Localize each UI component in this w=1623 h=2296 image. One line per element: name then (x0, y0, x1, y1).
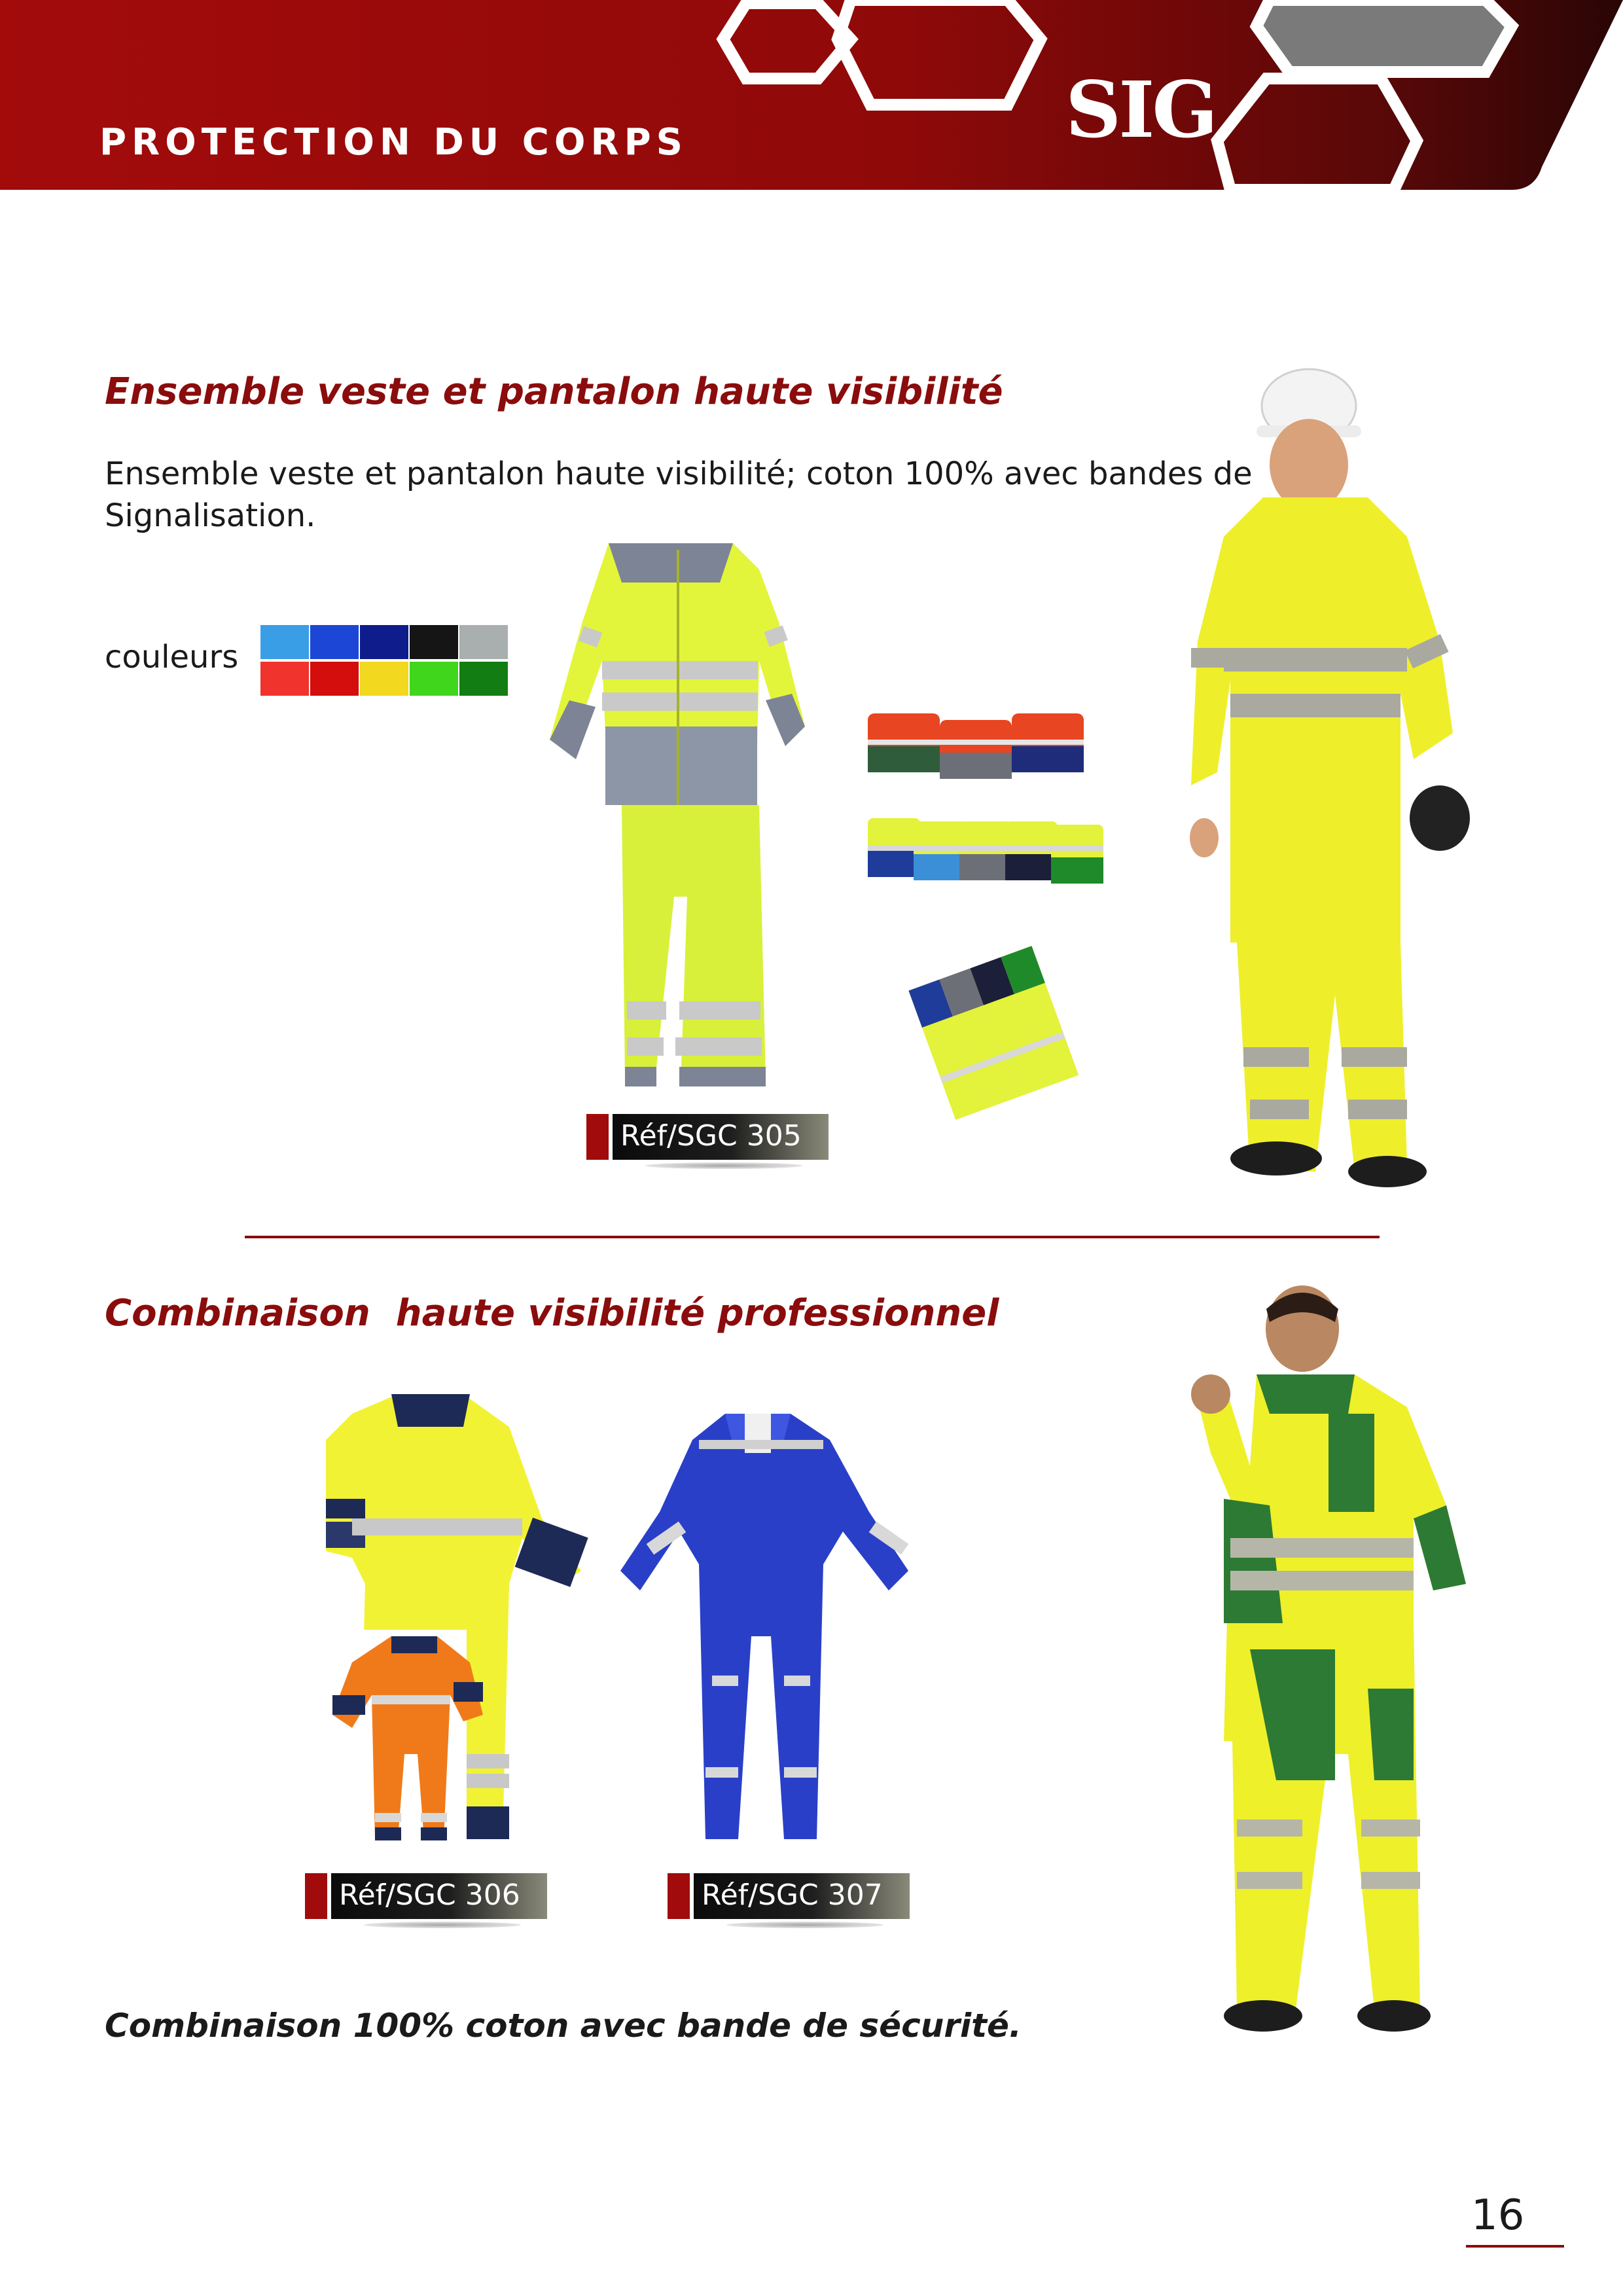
reference-tag-marker (668, 1873, 690, 1919)
color-swatch (260, 625, 309, 659)
worker-rain-suit-image (1191, 367, 1531, 1198)
trouser-variants (908, 946, 1079, 1120)
reference-tag-marker (586, 1114, 609, 1160)
color-swatch (459, 625, 508, 659)
section1-title: Ensemble veste et pantalon haute visibilité (105, 370, 1003, 413)
reference-tag-text: Réf/SGC 306 (339, 1878, 520, 1912)
sig-logo: SIG (1065, 64, 1216, 155)
section1-description: Ensemble veste et pantalon haute visibilité; coton 100% avec bandes de Signalisation. (105, 456, 1253, 534)
jacket-variants-row1 (868, 713, 1084, 779)
worker-coverall-image (1198, 1283, 1479, 2042)
reference-tag-text: Réf/SGC 307 (702, 1878, 883, 1912)
color-swatch (260, 662, 309, 696)
color-swatch (410, 662, 458, 696)
section-divider (245, 1236, 1380, 1238)
page-header (0, 0, 1623, 190)
orange-coverall (332, 1630, 483, 1846)
page-section-title: PROTECTION DU CORPS (99, 121, 688, 164)
color-swatch (360, 662, 408, 696)
reference-tag-307 (668, 1873, 911, 1919)
color-swatch (410, 625, 458, 659)
page-number: 16 (1471, 2191, 1525, 2240)
reference-tag-text: Réf/SGC 305 (620, 1119, 802, 1153)
hexagon-decor-3 (1257, 0, 1512, 72)
reference-tag-shadow (364, 1922, 521, 1928)
reference-tag-shadow (645, 1162, 802, 1169)
reference-tag-marker (305, 1873, 327, 1919)
jacket-variants-row2 (868, 818, 1103, 884)
color-swatch (310, 625, 359, 659)
colors-label: couleurs (105, 639, 239, 675)
color-swatch (360, 625, 408, 659)
jacket-trousers-product-image (524, 530, 831, 1100)
page-number-underline (1466, 2245, 1564, 2248)
coverall-yellow-orange-image (313, 1388, 594, 1846)
reference-tag-306 (305, 1873, 548, 1919)
color-swatch (310, 662, 359, 696)
color-swatch (459, 662, 508, 696)
coverall-blue-image (620, 1401, 948, 1846)
reference-tag-shadow (726, 1922, 883, 1928)
section2-note: Combinaison 100% coton avec bande de sécurité. (105, 2007, 1022, 2045)
color-variants-image (842, 700, 1149, 1113)
section2-title: Combinaison haute visibilité professionnel (105, 1292, 999, 1335)
color-swatches (260, 625, 512, 701)
reference-tag-305 (586, 1114, 830, 1160)
